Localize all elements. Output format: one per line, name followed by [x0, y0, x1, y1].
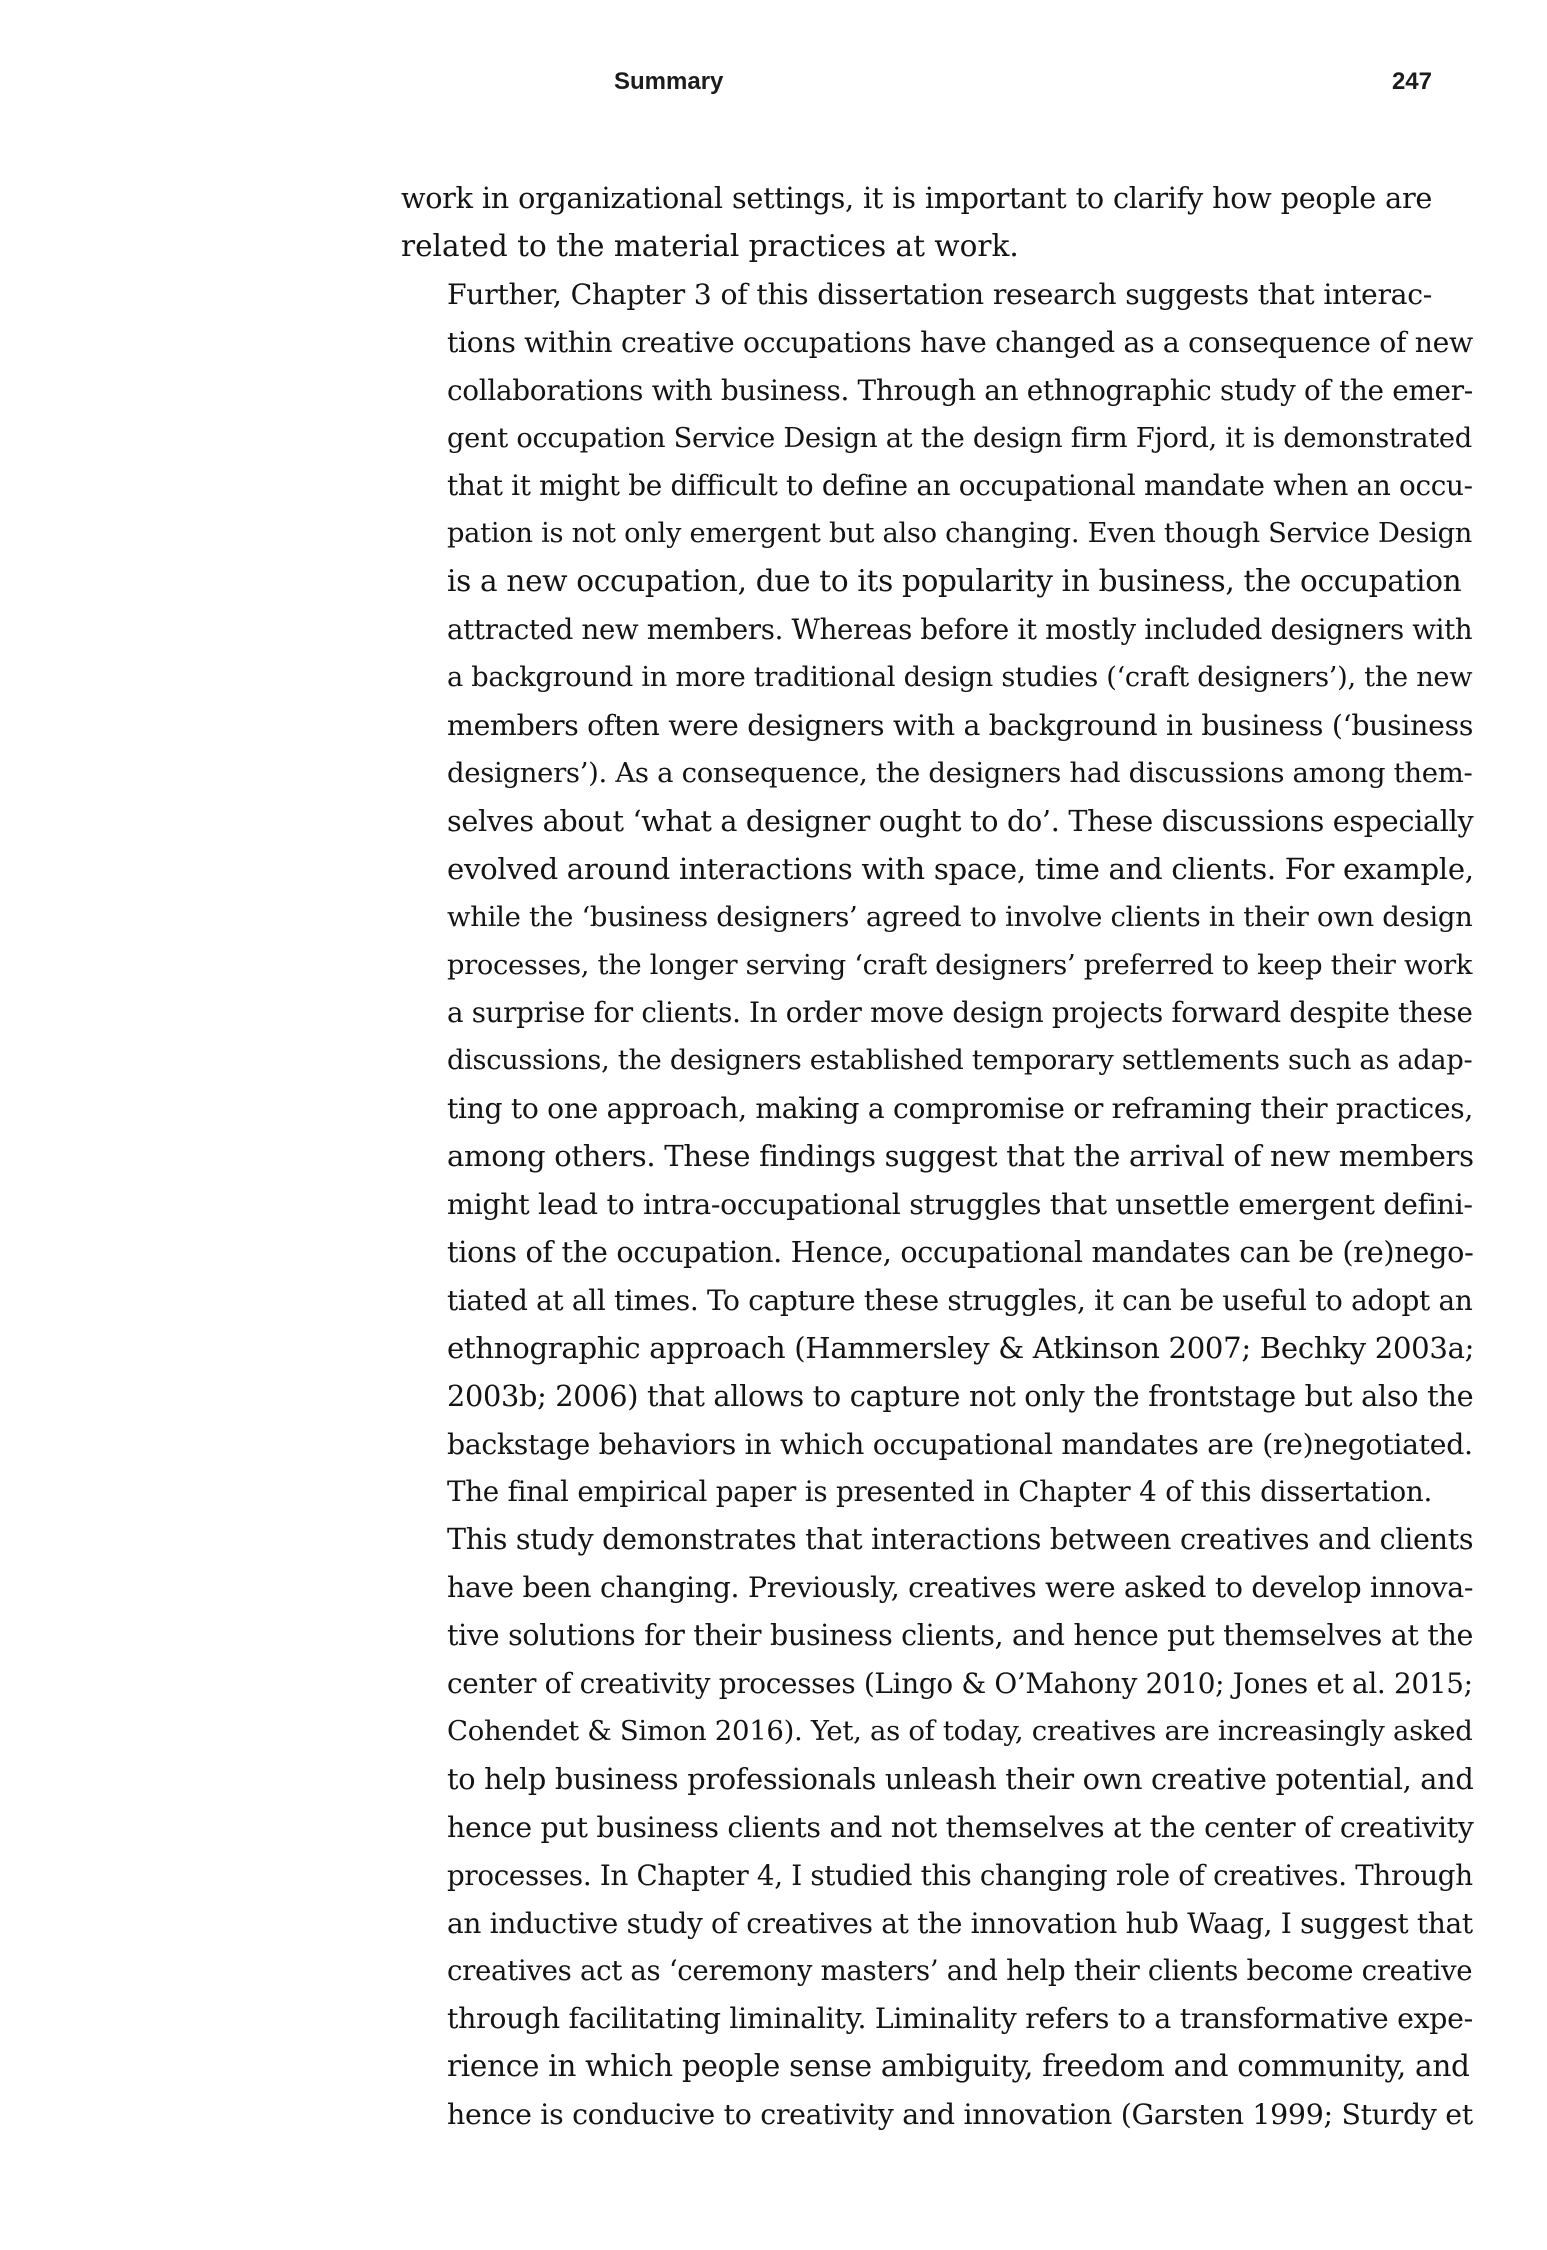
text-line: a background in more traditional design studies (‘craft designers’), the new: [447, 662, 1473, 694]
running-header: [401, 68, 1432, 108]
text-line: processes, the longer serving ‘craft designers’ preferred to keep their work: [447, 949, 1473, 981]
text-line: tive solutions for their business clients, and hence put themselves at the: [447, 1619, 1474, 1653]
text-line: rience in which people sense ambiguity, freedom and community, and: [447, 2049, 1470, 2084]
text-line: Further, Chapter 3 of this dissertation research suggests that interac-: [447, 277, 1432, 311]
text-line: This study demonstrates that interactions between creatives and clients: [447, 1522, 1474, 1557]
text-line: attracted new members. Whereas before it mostly included designers with: [447, 613, 1473, 647]
text-line: is a new occupation, due to its popularity in business, the occupation: [447, 564, 1462, 599]
body-text: [401, 175, 1475, 2139]
text-line: ting to one approach, making a compromise or reframing their practices,: [447, 1092, 1473, 1126]
text-line: to help business professionals unleash their own creative potential, and: [447, 1761, 1474, 1796]
paragraph: [401, 271, 1475, 1469]
text-line: tions within creative occupations have changed as a consequence of new: [447, 325, 1473, 359]
text-line: tiated at all times. To capture these struggles, it can be useful to adopt an: [447, 1283, 1473, 1317]
text-line: among others. These findings suggest that the arrival of new members: [447, 1139, 1474, 1174]
text-line: selves about ‘what a designer ought to do’. These discussions especially: [447, 803, 1474, 838]
paragraph: [401, 175, 1432, 271]
text-line: related to the material practices at work.: [401, 228, 1019, 263]
text-line: collaborations with business. Through an ethnographic study of the emer-: [447, 373, 1473, 407]
text-line: discussions, the designers established temporary settlements such as adap-: [447, 1045, 1473, 1077]
running-title: Summary: [614, 68, 724, 95]
text-line: backstage behaviors in which occupational mandates are (re)negotiated.: [447, 1427, 1473, 1461]
text-line: ethnographic approach (Hammersley & Atkinson 2007; Bechky 2003a;: [447, 1330, 1475, 1365]
text-line: The final empirical paper is presented in Chapter 4 of this dissertation.: [447, 1475, 1432, 1509]
text-line: 2003b; 2006) that allows to capture not only the frontstage but also the: [447, 1378, 1474, 1413]
text-line: while the ‘business designers’ agreed to involve clients in their own design: [447, 901, 1473, 933]
text-line: that it might be difficult to define an occupational mandate when an occu-: [447, 469, 1473, 503]
text-line: Cohendet & Simon 2016). Yet, as of today, creatives are increasingly asked: [447, 1715, 1473, 1747]
text-line: might lead to intra-occupational struggles that unsettle emergent defini-: [447, 1188, 1473, 1222]
text-line: work in organizational settings, it is important to clarify how people are: [401, 181, 1432, 215]
text-line: gent occupation Service Design at the design firm Fjord, it is demonstrated: [447, 422, 1472, 454]
text-line: hence put business clients and not themselves at the center of creativity: [447, 1810, 1474, 1844]
text-line: an inductive study of creatives at the innovation hub Waag, I suggest that: [447, 1906, 1473, 1940]
text-line: center of creativity processes (Lingo & O’Mahony 2010; Jones et al. 2015;: [447, 1667, 1473, 1701]
page-number: 247: [1391, 68, 1432, 95]
text-line: processes. In Chapter 4, I studied this changing role of creatives. Through: [447, 1858, 1473, 1892]
text-line: have been changing. Previously, creatives were asked to develop innova-: [447, 1571, 1474, 1605]
text-line: hence is conducive to creativity and innovation (Garsten 1999; Sturdy et: [447, 2098, 1473, 2132]
text-line: designers’). As a consequence, the designers had discussions among them-: [447, 757, 1473, 789]
text-line: tions of the occupation. Hence, occupational mandates can be (re)nego-: [447, 1234, 1474, 1269]
text-line: evolved around interactions with space, time and clients. For example,: [447, 851, 1474, 886]
text-line: members often were designers with a background in business (‘business: [447, 708, 1474, 742]
text-line: creatives act as ‘ceremony masters’ and help their clients become creative: [447, 1954, 1473, 1987]
text-line: pation is not only emergent but also changing. Even though Service Design: [447, 518, 1473, 550]
text-line: a surprise for clients. In order move design projects forward despite these: [447, 996, 1473, 1030]
text-line: through facilitating liminality. Liminality refers to a transformative expe-: [447, 2002, 1473, 2036]
paragraph: [401, 1468, 1474, 2139]
